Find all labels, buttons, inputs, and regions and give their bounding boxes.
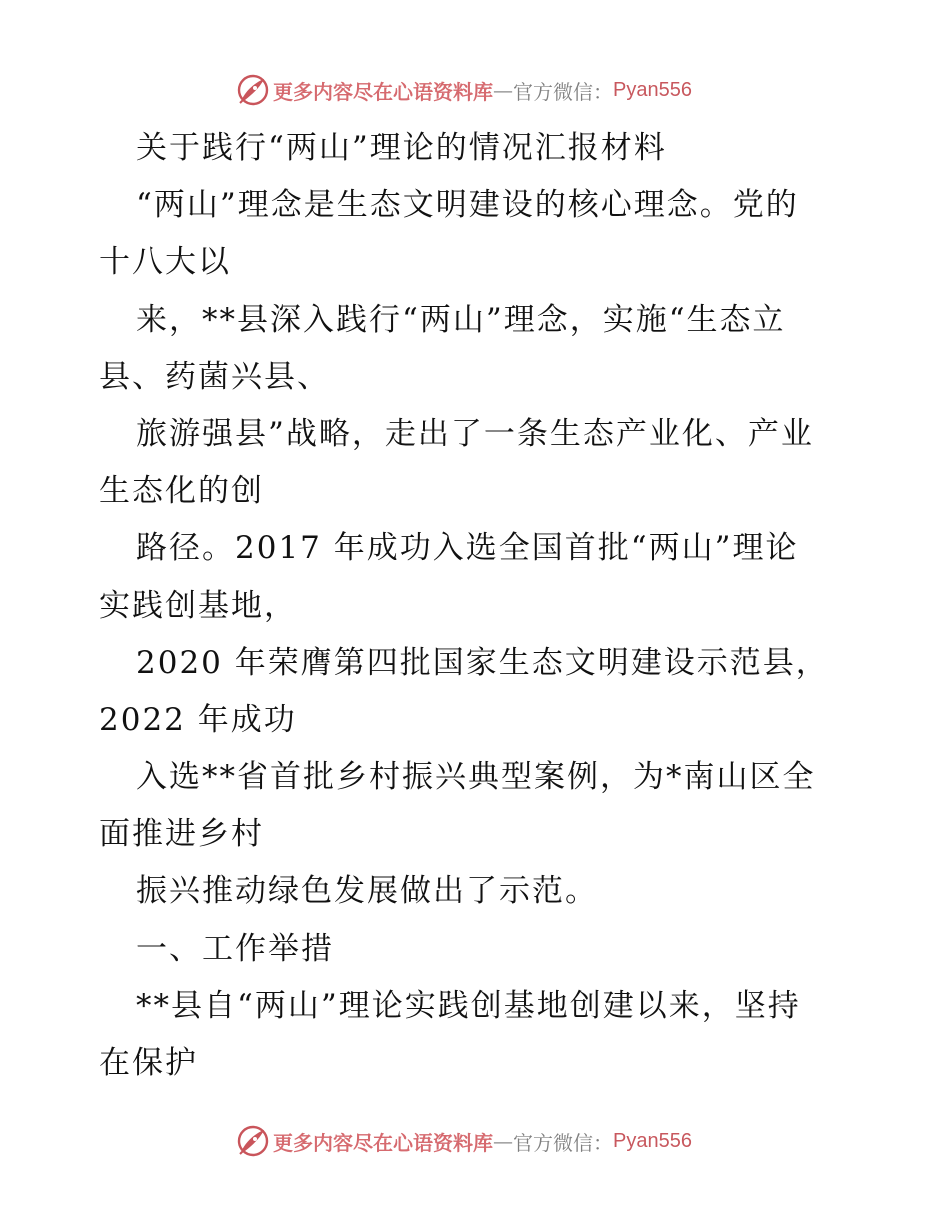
text-line: 生态化的创	[99, 473, 264, 510]
header-dash: —	[493, 78, 513, 102]
text-line: 路径。2017 年成功入选全国首批“两山”理论	[136, 530, 799, 567]
section-heading: 一、工作举措	[136, 930, 334, 967]
footer-wechat-label: 官方微信：	[513, 1130, 613, 1155]
pen-logo-icon	[236, 73, 270, 107]
text-line: 2020 年荣膺第四批国家生态文明建设示范县，	[136, 644, 829, 681]
text-line: 十八大以	[99, 244, 231, 281]
header-banner	[236, 73, 692, 107]
text-line: 面推进乡村	[99, 816, 264, 853]
text-line: “两山”理念是生态文明建设的核心理念。党的	[136, 187, 799, 224]
footer-wechat-id: Pyan556	[613, 1129, 692, 1152]
footer-brand-text: 更多内容尽在心语资料库	[273, 1130, 493, 1155]
text-line: 入选**省首批乡村振兴典型案例，为*南山区全	[136, 759, 816, 796]
document-body	[99, 120, 859, 1092]
text-line: 县、药菌兴县、	[99, 358, 330, 395]
text-line: 振兴推动绿色发展做出了示范。	[136, 873, 598, 910]
text-line: 旅游强县”战略，走出了一条生态产业化、产业	[136, 415, 814, 452]
text-line: 在保护	[99, 1045, 198, 1081]
header-brand-text: 更多内容尽在心语资料库	[273, 79, 493, 104]
document-title: 关于践行“两山”理论的情况汇报材料	[136, 130, 667, 166]
text-line: **县自“两山”理论实践创基地创建以来，坚持	[136, 987, 801, 1024]
pen-logo-icon	[236, 1124, 270, 1158]
text-line: 实践创基地，	[99, 587, 297, 624]
header-wechat-label: 官方微信：	[513, 79, 613, 104]
text-line: 来，**县深入践行“两山”理念，实施“生态立	[136, 301, 786, 338]
footer-banner	[236, 1124, 692, 1158]
header-wechat-id: Pyan556	[613, 78, 692, 101]
text-line: 2022 年成功	[99, 701, 297, 738]
footer-dash: —	[493, 1129, 513, 1153]
